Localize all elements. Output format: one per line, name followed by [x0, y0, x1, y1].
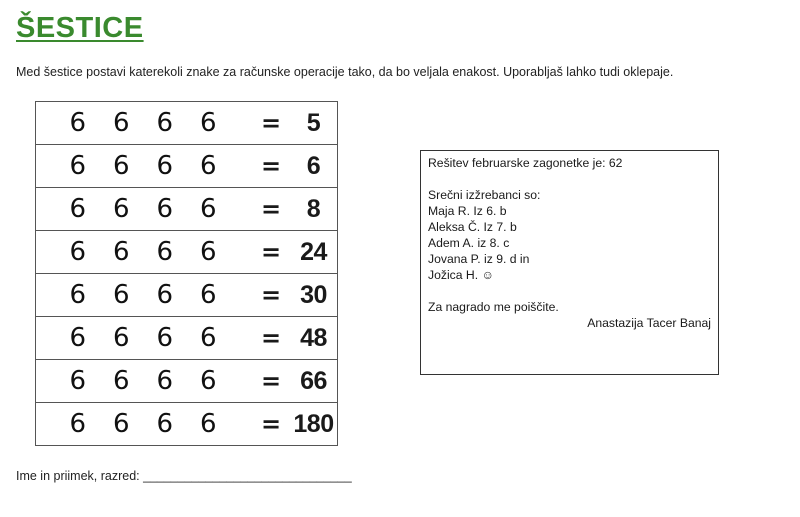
signature: Anastazija Tacer Banaj — [587, 316, 711, 330]
winner-item: Maja R. Iz 6. b — [428, 204, 507, 218]
puzzle-row — [36, 360, 338, 403]
puzzle-row — [36, 317, 338, 360]
digit-six: 6 — [187, 274, 231, 317]
digit-six: 6 — [187, 188, 231, 231]
digit-six: 6 — [100, 403, 144, 446]
instructions-text: Med šestice postavi katerekoli znake za računske operacije tako, da bo veljala enakost. Uporabljaš lahko tudi oklepaje. — [16, 65, 674, 79]
digit-six: 6 — [56, 231, 100, 274]
digit-six: 6 — [100, 102, 144, 145]
equals-sign: = — [252, 360, 290, 403]
equals-sign: = — [252, 145, 290, 188]
target-result: 48 — [290, 317, 338, 360]
digit-six: 6 — [56, 360, 100, 403]
target-result: 66 — [290, 360, 338, 403]
target-result: 5 — [290, 102, 338, 145]
digit-six: 6 — [143, 145, 187, 188]
digit-six: 6 — [187, 145, 231, 188]
name-class-field[interactable]: Ime in priimek, razred: ______________________________ — [16, 469, 352, 483]
target-result: 8 — [290, 188, 338, 231]
equals-sign: = — [252, 102, 290, 145]
digit-six: 6 — [187, 317, 231, 360]
digit-six: 6 — [56, 102, 100, 145]
puzzle-row — [36, 274, 338, 317]
puzzle-table — [35, 101, 338, 446]
digit-six: 6 — [56, 188, 100, 231]
digit-six: 6 — [56, 274, 100, 317]
winner-item: Adem A. iz 8. c — [428, 236, 510, 250]
digit-six: 6 — [143, 188, 187, 231]
winner-item: Aleksa Č. Iz 7. b — [428, 220, 517, 234]
digit-six: 6 — [56, 317, 100, 360]
digit-six: 6 — [187, 231, 231, 274]
target-result: 6 — [290, 145, 338, 188]
winner-item: Jožica H. ☺ — [428, 268, 494, 282]
digit-six: 6 — [56, 403, 100, 446]
target-result: 24 — [290, 231, 338, 274]
target-result: 30 — [290, 274, 338, 317]
digit-six: 6 — [143, 403, 187, 446]
digit-six: 6 — [100, 188, 144, 231]
prize-note: Za nagrado me poiščite. — [428, 300, 559, 314]
equals-sign: = — [252, 403, 290, 446]
digit-six: 6 — [187, 102, 231, 145]
solution-text: Rešitev februarske zagonetke je: 62 — [428, 156, 623, 170]
winners-heading: Srečni izžrebanci so: — [428, 188, 541, 202]
target-result: 180 — [290, 403, 338, 446]
digit-six: 6 — [100, 145, 144, 188]
equals-sign: = — [252, 188, 290, 231]
puzzle-row — [36, 145, 338, 188]
digit-six: 6 — [187, 403, 231, 446]
puzzle-row — [36, 102, 338, 145]
digit-six: 6 — [187, 360, 231, 403]
digit-six: 6 — [143, 317, 187, 360]
puzzle-row — [36, 231, 338, 274]
equals-sign: = — [252, 231, 290, 274]
equals-sign: = — [252, 317, 290, 360]
page-title: ŠESTICE — [16, 12, 144, 44]
puzzle-row — [36, 188, 338, 231]
digit-six: 6 — [143, 102, 187, 145]
info-box — [420, 150, 719, 375]
digit-six: 6 — [143, 360, 187, 403]
digit-six: 6 — [100, 317, 144, 360]
digit-six: 6 — [100, 231, 144, 274]
digit-six: 6 — [143, 231, 187, 274]
equals-sign: = — [252, 274, 290, 317]
digit-six: 6 — [143, 274, 187, 317]
digit-six: 6 — [100, 360, 144, 403]
puzzle-row — [36, 403, 338, 446]
digit-six: 6 — [56, 145, 100, 188]
digit-six: 6 — [100, 274, 144, 317]
winner-item: Jovana P. iz 9. d in — [428, 252, 530, 266]
